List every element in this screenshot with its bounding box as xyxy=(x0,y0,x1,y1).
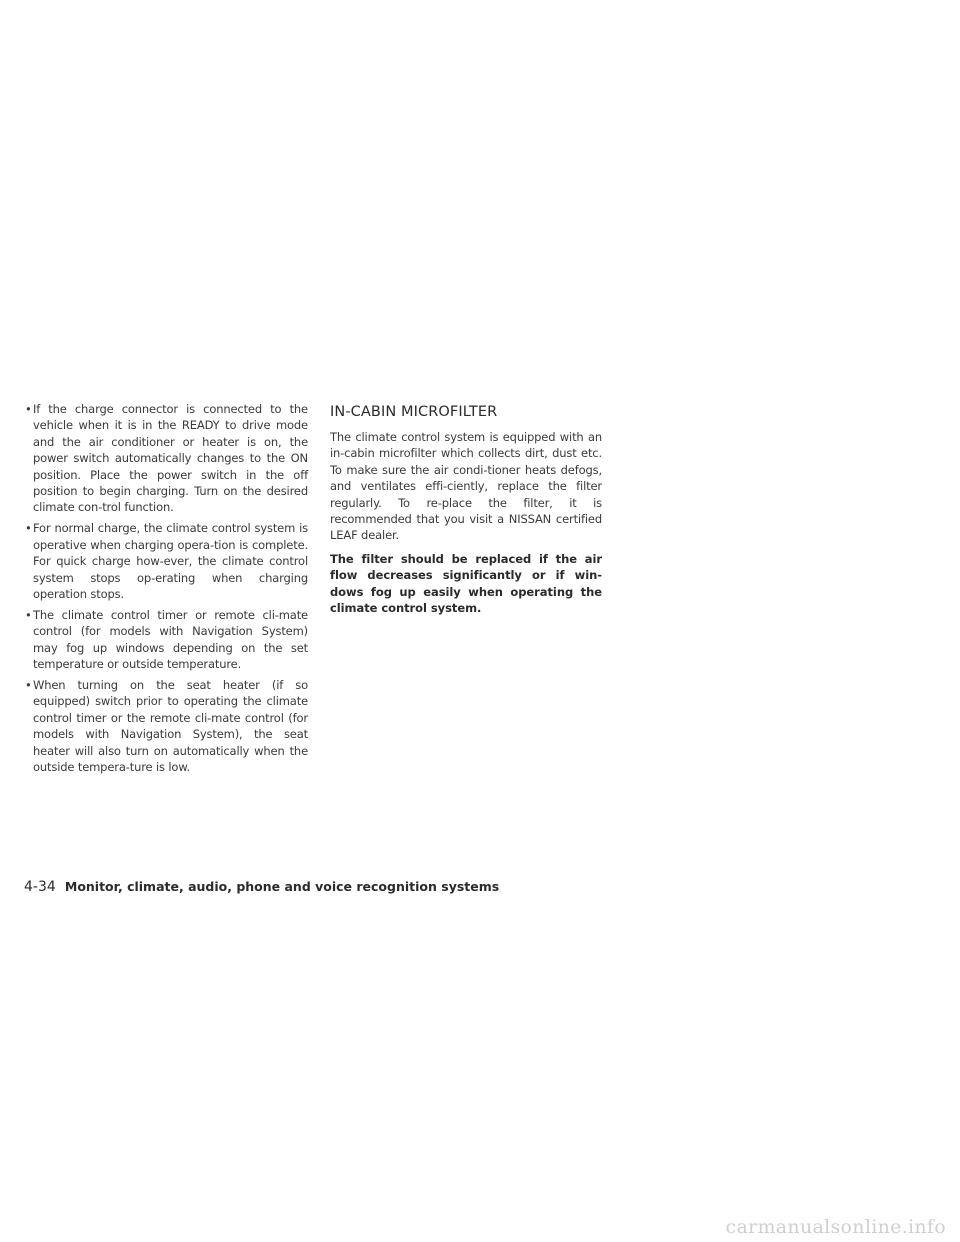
bullet-list xyxy=(24,401,308,775)
page-number: 4-34 xyxy=(24,879,56,895)
bullet-text: When turning on the seat heater (if so equipped) switch prior to operating the climate control timer or the remote cli-mate control (for models with Navigation System), the seat heater will also turn on automatically when the outside tempera-ture is low. xyxy=(33,678,308,775)
bullet-item xyxy=(24,677,308,775)
bullet-item xyxy=(24,607,308,673)
bullet-marker: • xyxy=(25,678,32,692)
bullet-text: The climate control timer or remote cli-mate control (for models with Navigation System) may fog up windows depending on the set temperature or outside temperature. xyxy=(33,607,308,672)
bullet-text: If the charge connector is connected to the vehicle when it is in the READY to drive mode and the air conditioner or heater is on, the power switch automatically changes to the ON position. Place the power switch in the off position to begin charging. Turn on the desired climate con-trol function. xyxy=(33,402,308,515)
bullet-item xyxy=(24,401,308,516)
bold-notice-paragraph: The filter should be replaced if the air flow decreases significantly or if win-dows fog up easily when operating the climate control system. xyxy=(330,551,602,616)
page-footer xyxy=(24,876,499,895)
right-column xyxy=(330,402,602,623)
bullet-marker: • xyxy=(25,607,32,622)
bullet-text: For normal charge, the climate control system is operative when charging opera-tion is complete. For quick charge how-ever, the climate control system stops op-erating when charging operation stops. xyxy=(33,521,308,601)
bullet-marker: • xyxy=(25,521,32,536)
left-column xyxy=(24,401,308,780)
watermark: carmanualsonline.info xyxy=(725,1216,946,1238)
section-heading: IN-CABIN MICROFILTER xyxy=(330,404,498,420)
body-paragraph: The climate control system is equipped with an in-cabin microfilter which collects dirt, dust etc. To make sure the air condi-tioner heats defogs, and ventilates effi-ciently, replace the filter regularly. To re-place the filter, it is recommended that you visit a NISSAN certified LEAF dealer. xyxy=(330,430,602,543)
bullet-item xyxy=(24,520,308,602)
footer-section-title: Monitor, climate, audio, phone and voice recognition systems xyxy=(64,879,500,894)
bullet-marker: • xyxy=(25,402,32,416)
